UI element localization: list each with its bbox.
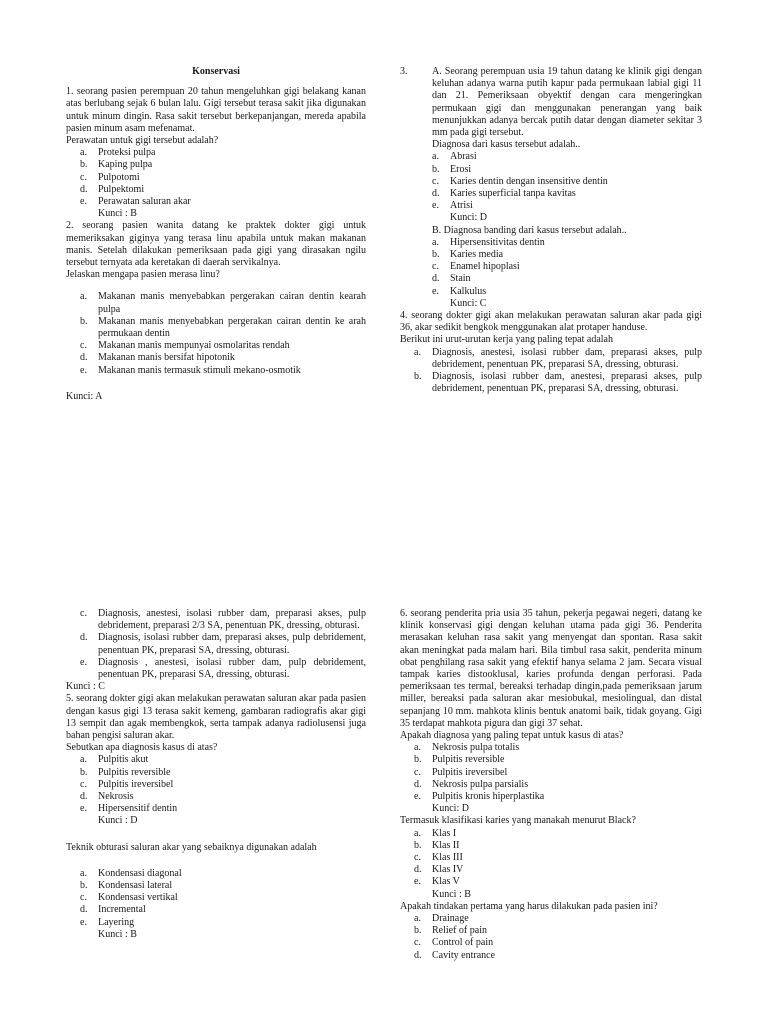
question-2-text: 2. seorang pasien wanita datang ke praktek dokter gigi untuk memeriksakan giginya yang terasa linu apabila untuk makan makanan manis. Setelah dilakukan pemeriksaan pada gigi yang dirasakan ngilu tersebut ternyata ada keretakan di daerah servikalnya. (66, 220, 366, 269)
question-4-options-continued (66, 608, 366, 681)
answer-key-5a: Kunci : D (98, 815, 138, 827)
right-column-top (400, 66, 702, 395)
left-column-bottom (66, 608, 366, 941)
option: c. Pulpitis ireversibel (414, 766, 508, 778)
option: a. Proteksi pulpa (80, 147, 156, 159)
option: d. Diagnosis, isolasi rubber dam, preparasi akses, pulp debridement, penentuan PK, preparasi SA, dressing, obturasi. (80, 632, 366, 656)
option: b. Makanan manis menyebabkan pergerakan cairan dentin ke arah permukaan dentin (80, 315, 366, 340)
question-4-options (400, 347, 702, 396)
option: b. Pulpitis reversible (414, 754, 505, 766)
option: c. Pulpitis ireversibel (80, 778, 174, 790)
option: c. Control of pain (414, 937, 494, 949)
question-6-text: 6. seorang penderita pria usia 35 tahun, pekerja pegawai negeri, datang ke klinik konservasi gigi dengan keluhan utama pada gigi 36. Penderita merasakan keluhan rasa sakit yang menyengat dan spontan. Rasa sakit akan meningkat pada malam hari. Bila timbul rasa sakit, penderita minum obat penghilang rasa sakit yang efektif hanya selama 2 jam. Secara visual tampak karies distooklusal, karies profunda dengan perforasi. Pada pemeriksaan tes termal, bereaksi terhadap dingin,pada pemeriksaan jarum miller, bereaksi pada saluran akar mesiobukal, mesiolingual, dan distal sepanjang 10 mm. mahkota klinis bentuk anatomi baik, tidak goyang. Gigi 35 terdapat mahkota pigura dan gigi 37 sehat. (400, 608, 702, 729)
question-3-block (400, 66, 702, 151)
option: e. Hipersensitif dentin (80, 803, 178, 815)
option: b. Kondensasi lateral (80, 880, 173, 892)
answer-key-3a: Kunci: D (450, 212, 487, 224)
option: a. Abrasi (432, 151, 477, 163)
question-5-prompt: Sebutkan apa diagnosis kasus di atas? (66, 742, 218, 754)
question-3b-options (400, 237, 702, 298)
page-title: Konservasi (192, 66, 240, 77)
option: a. Hipersensitivitas dentin (432, 236, 545, 248)
question-6-prompt: Apakah diagnosa yang paling tepat untuk kasus di atas? (400, 730, 624, 742)
option: d. Karies superficial tanpa kavitas (432, 188, 576, 200)
option: a. Pulpitis akut (80, 754, 149, 766)
option: b. Diagnosis, isolasi rubber dam, anestesi, preparasi akses, pulp debridement, penentuan PK, preparasi SA, dressing, obturasi. (414, 371, 702, 395)
question-6b-prompt: Termasuk klasifikasi karies yang manakah menurut Black? (400, 815, 636, 827)
option: c. Pulpotomi (80, 171, 140, 183)
option: b. Klas II (414, 839, 460, 851)
question-3-number: 3. (400, 66, 408, 77)
option: e. Perawatan saluran akar (80, 196, 191, 208)
answer-key-6b: Kunci : B (432, 888, 471, 900)
option: d. Pulpektomi (80, 183, 145, 195)
option: a. Kondensasi diagonal (80, 867, 182, 879)
option: c. Enamel hipoplasi (432, 261, 520, 273)
option: b. Relief of pain (414, 925, 487, 937)
answer-key-4: Kunci : C (66, 681, 105, 693)
option: b. Pulpitis reversible (80, 766, 171, 778)
question-2-options (66, 291, 366, 376)
question-4-text: 4. seorang dokter gigi akan melakukan perawatan saluran akar pada gigi 36, akar sedikit bengkok menggunakan alat protaper handuse. (400, 310, 702, 334)
right-column-bottom (400, 608, 702, 962)
answer-key-6a: Kunci: D (432, 803, 469, 815)
question-3-text: A. Seorang perempuan usia 19 tahun datang ke klinik gigi dengan keluhan adanya warna putih kapur pada permukaan labial gigi 11 dan 21. Pemeriksaan obyektif dengan cara mengeringkan permukaan gigi dan menggunakan penerangan yang baik menunjukkan adanya bercak putih datar dengan diameter sekitar 3 mm pada gigi tersebut. (432, 66, 702, 139)
question-1-options (66, 147, 366, 208)
question-1-prompt: Perawatan untuk gigi tersebut adalah? (66, 135, 219, 147)
option: d. Stain (432, 273, 471, 285)
option: e. Diagnosis , anestesi, isolasi rubber dam, pulp debridement, penentuan PK, preparasi SA, dressing, obturasi. (80, 656, 366, 681)
option: a. Diagnosis, anestesi, isolasi rubber dam, preparasi akses, pulp debridement, penentuan PK, preparasi SA, dressing, obturasi. (414, 346, 702, 370)
option: c. Makanan manis mempunyai osmolaritas rendah (80, 340, 290, 352)
option: c. Karies dentin dengan insensitive dentin (432, 175, 608, 187)
question-6b-options (400, 828, 702, 889)
answer-key-3b: Kunci: C (450, 297, 487, 309)
question-6c-prompt: Apakah tindakan pertama yang harus dilakukan pada pasien ini? (400, 900, 658, 912)
option: d. Klas IV (414, 864, 464, 876)
question-5-options (66, 754, 366, 815)
option: b. Erosi (432, 163, 472, 175)
left-column-top (66, 66, 366, 403)
question-5b-options (66, 868, 366, 929)
answer-key-1: Kunci : B (98, 208, 137, 220)
option: a. Drainage (414, 913, 469, 925)
question-4-prompt: Berikut ini urut-urutan kerja yang paling tepat adalah (400, 334, 613, 346)
option: d. Incremental (80, 904, 146, 916)
question-2-prompt: Jelaskan mengapa pasien merasa linu? (66, 269, 220, 281)
option: c. Kondensasi vertikal (80, 892, 178, 904)
option: d. Makanan manis bersifat hipotonik (80, 352, 235, 364)
answer-key-5b: Kunci : B (98, 928, 137, 940)
option: e. Layering (80, 916, 135, 928)
option: c. Diagnosis, anestesi, isolasi rubber dam, preparasi akses, pulp debridement, preparasi 2/3 SA, penentuan PK, dressing, obturasi. (80, 608, 366, 632)
question-3b-prompt: B. Diagnosa banding dari kasus tersebut adalah.. (432, 224, 627, 236)
question-5-text: 5. seorang dokter gigi akan melakukan perawatan saluran akar pada pasien dengan kasus gigi 13 terasa sakit kemeng, gambaran radiografis akar gigi 13 sempit dan agak membengkok, serta tampak adanya radiolusensi juga bahan pengisi saluran akar. (66, 693, 366, 742)
option: b. Karies media (432, 249, 504, 261)
question-3-prompt: Diagnosa dari kasus tersebut adalah.. (432, 139, 581, 151)
option: d. Nekrosis (80, 791, 134, 803)
question-1-text: 1. seorang pasien perempuan 20 tahun mengeluhkan gigi belakang kanan atas berlubang sejak 6 bulan lalu. Gigi tersebut terasa sakit jika digunakan untuk minum dingin. Rasa sakit tersebut berkepanjangan, mereda apabila pasien minum asam mefenamat. (66, 86, 366, 134)
question-6-options (400, 742, 702, 803)
page-bottom-half (0, 600, 768, 1024)
option: a. Nekrosis pulpa totalis (414, 742, 520, 754)
option: a. Klas I (414, 827, 457, 839)
answer-key-2: Kunci: A (66, 390, 103, 402)
option: e. Klas V (414, 876, 460, 888)
option: d. Nekrosis pulpa parsialis (414, 778, 529, 790)
question-5b-prompt: Teknik obturasi saluran akar yang sebaiknya digunakan adalah (66, 841, 317, 853)
option: b. Kaping pulpa (80, 159, 153, 171)
option: e. Pulpitis kronis hiperplastika (414, 791, 545, 803)
option: e. Makanan manis termasuk stimuli mekano-osmotik (80, 364, 301, 376)
option: e. Atrisi (432, 200, 473, 212)
option: e. Kalkulus (432, 285, 487, 297)
option: c. Klas III (414, 852, 463, 864)
question-6c-options (400, 913, 702, 962)
option: a. Makanan manis menyebabkan pergerakan cairan dentin kearah pulpa (80, 291, 366, 315)
option: d. Cavity entrance (414, 949, 496, 961)
question-3-options (400, 151, 702, 212)
